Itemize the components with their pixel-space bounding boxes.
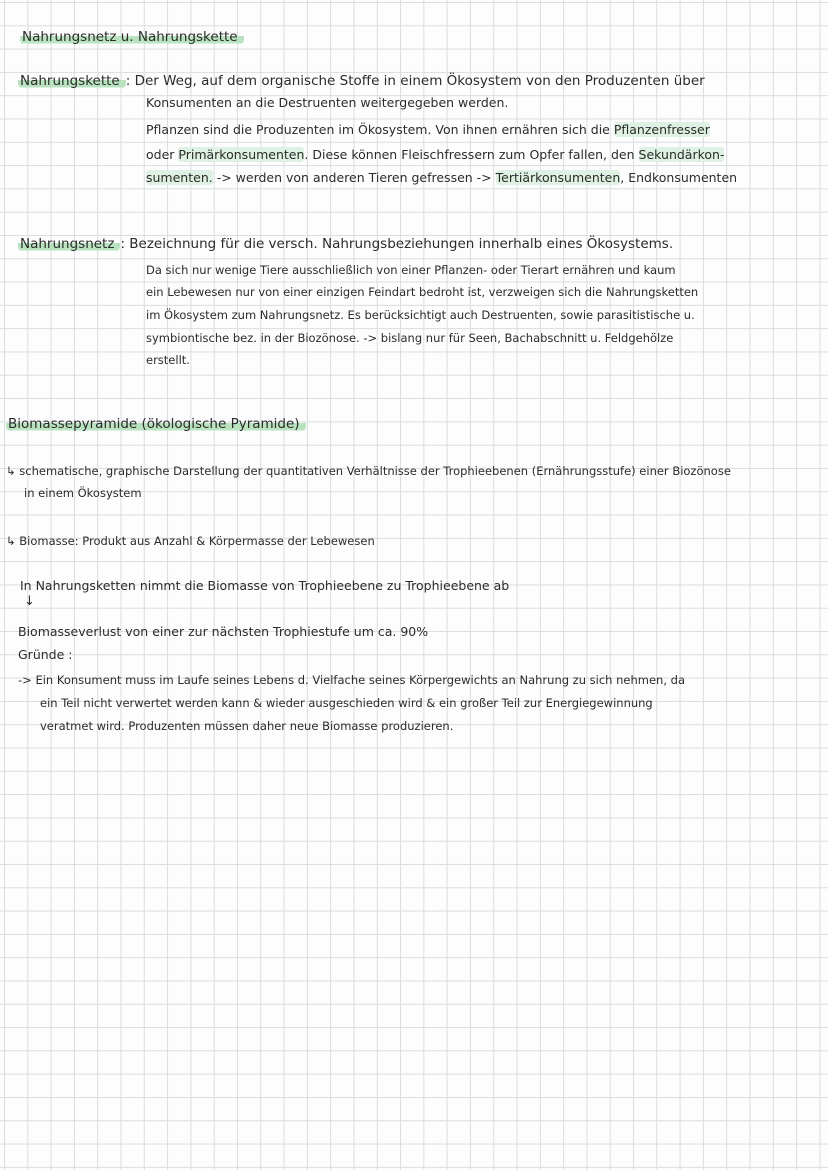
kette-line-5-text: -> werden von anderen Tieren gefressen ->	[216, 170, 492, 185]
pyramide-line-8: ein Teil nicht verwertet werden kann & wieder ausgeschieden wird & ein großer Teil zur Energiegewinnung	[40, 696, 653, 710]
kette-line-3-text: Pflanzen sind die Produzenten im Ökosystem. Von ihnen ernähren sich die	[146, 122, 610, 137]
kette-label: Nahrungskette	[18, 73, 126, 89]
highlight-pflanzenfresser: Pflanzenfresser	[613, 122, 710, 137]
pyramide-title-text: Biomassepyramide (ökologische Pyramide)	[6, 416, 306, 432]
kette-line-4-text: . Diese können Fleischfressern zum Opfer fallen, den	[304, 147, 635, 162]
page-title-text: Nahrungsnetz u. Nahrungskette	[20, 29, 244, 45]
netz-line-5: symbiontische bez. in der Biozönose. -> bislang nur für Seen, Bachabschnitt u. Feldgehölze	[146, 331, 674, 345]
kette-line-4-oder: oder	[146, 147, 175, 162]
pyramide-line-1-text: schematische, graphische Darstellung der quantitativen Verhältnisse der Trophieebenen (Ernährungsstufe) einer Biozönose	[19, 464, 731, 478]
netz-line-4: im Ökosystem zum Nahrungsnetz. Es berücksichtigt auch Destruenten, sowie parasitistische u.	[146, 308, 695, 322]
highlight-sekundaer-1: Sekundärkon-	[638, 147, 725, 162]
netz-section	[18, 236, 673, 252]
kette-section	[18, 73, 705, 89]
pyramide-line-6: Gründe :	[18, 647, 73, 662]
kette-line-3	[146, 122, 710, 138]
kette-line-2: Konsumenten an die Destruenten weitergegeben werden.	[146, 95, 509, 110]
arrow-icon: ↳	[6, 464, 16, 478]
kette-line-5-end: , Endkonsumenten	[620, 170, 738, 185]
pyramide-line-7: -> Ein Konsument muss im Laufe seines Lebens d. Vielfache seines Körpergewichts an Nahrung zu sich nehmen, da	[18, 673, 685, 687]
netz-line-6: erstellt.	[146, 353, 190, 367]
kette-line-4	[146, 147, 724, 163]
kette-line-1: : Der Weg, auf dem organische Stoffe in einem Ökosystem von den Produzenten über	[125, 73, 705, 89]
netz-label: Nahrungsnetz	[18, 236, 120, 252]
pyramide-line-4: In Nahrungsketten nimmt die Biomasse von Trophieebene zu Trophieebene ab	[20, 578, 510, 593]
netz-line-3: ein Lebewesen nur von einer einzigen Feindart bedroht ist, verzweigen sich die Nahrungsketten	[146, 285, 699, 299]
pyramide-line-3-text: Biomasse: Produkt aus Anzahl & Körpermasse der Lebewesen	[19, 534, 375, 548]
highlight-primaerkonsumenten: Primärkonsumenten	[178, 147, 305, 162]
netz-line-2: Da sich nur wenige Tiere ausschließlich von einer Pflanzen- oder Tierart ernähren und kaum	[146, 263, 676, 277]
page-title	[20, 29, 244, 45]
pyramide-line-1	[6, 463, 731, 479]
pyramide-line-5: Biomasseverlust von einer zur nächsten Trophiestufe um ca. 90%	[18, 624, 429, 639]
highlight-tertiaerkonsumenten: Tertiärkonsumenten	[495, 170, 621, 185]
netz-line-1: : Bezeichnung für die versch. Nahrungsbeziehungen innerhalb eines Ökosystems.	[120, 236, 674, 252]
pyramide-line-9: veratmet wird. Produzenten müssen daher neue Biomasse produzieren.	[40, 719, 454, 733]
kette-line-5	[146, 170, 737, 186]
highlight-sekundaer-2: sumenten.	[146, 170, 213, 185]
pyramide-line-3	[6, 533, 375, 549]
down-arrow-icon: ↓	[24, 594, 35, 609]
pyramide-line-2: in einem Ökosystem	[24, 486, 142, 500]
arrow-icon: ↳	[6, 534, 16, 548]
pyramide-title	[6, 416, 306, 432]
